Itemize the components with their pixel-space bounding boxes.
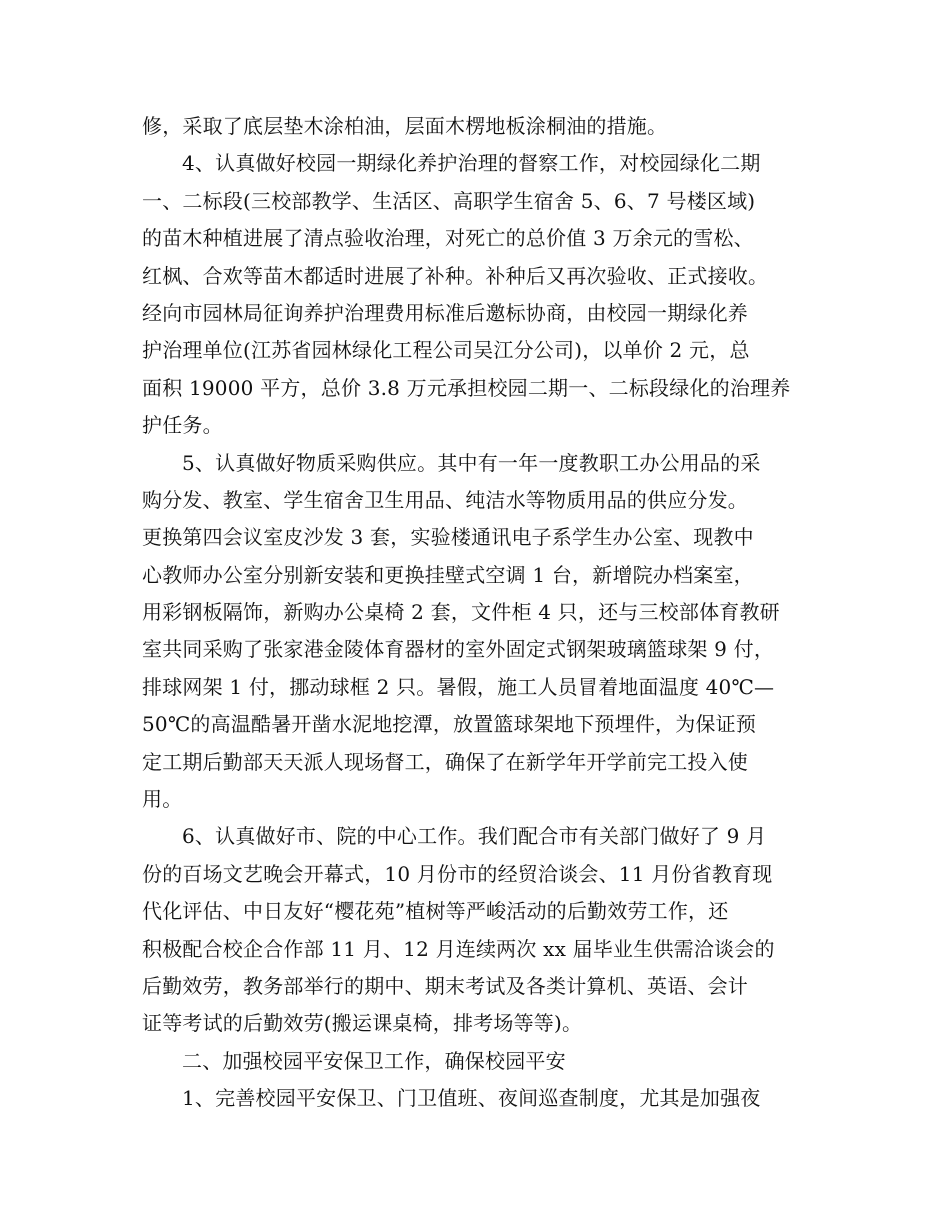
- text-line: 代化评估、中日友好“樱花苑”植树等严峻活动的后勤效劳工作，还: [142, 899, 729, 924]
- text-line: 50℃的高温酷暑开凿水泥地挖潭，放置篮球架地下预埋件，为保证预: [142, 712, 757, 737]
- text-line: 购分发、教室、学生宿舍卫生用品、纯洁水等物质用品的供应分发。: [142, 487, 748, 512]
- text-line: 经向市园林局征询养护治理费用标准后邀标协商，由校园一期绿化养: [142, 300, 748, 325]
- text-line: 排球网架 1 付，挪动球框 2 只。暑假，施工人员冒着地面温度 40℃—: [142, 674, 775, 699]
- text-line: 定工期后勤部天天派人现场督工，确保了在新学年开学前完工投入使: [142, 749, 748, 774]
- text-line: 心教师办公室分别新安装和更换挂壁式空调 1 台，新增院办档案室，: [142, 562, 754, 587]
- text-line: 面积 19000 平方，总价 3.8 万元承担校园二期一、二标段绿化的治理养: [142, 375, 791, 400]
- text-line: 红枫、合欢等苗木都适时进展了补种。补种后又再次验收、正式接收。: [142, 263, 769, 288]
- text-line: 的苗木种植进展了清点验收治理，对死亡的总价值 3 万余元的雪松、: [142, 226, 754, 251]
- text-line: 6、认真做好市、院的中心工作。我们配合市有关部门做好了 9 月: [182, 824, 767, 849]
- text-line: 用。: [142, 787, 183, 812]
- document-page: [142, 108, 822, 1118]
- text-line: 更换第四会议室皮沙发 3 套，实验楼通讯电子系学生办公室、现教中: [142, 525, 754, 550]
- text-line: 修，采取了底层垫木涂柏油，层面木楞地板涂桐油的措施。: [142, 114, 668, 138]
- text-line: 证等考试的后勤效劳(搬运课桌椅，排考场等等)。: [142, 1011, 583, 1036]
- text-line: 二、加强校园平安保卫工作，确保校园平安: [182, 1048, 566, 1073]
- text-line: 护任务。: [142, 413, 223, 438]
- text-line: 用彩钢板隔饰，新购办公桌椅 2 套，文件柜 4 只，还与三校部体育教研: [142, 600, 780, 625]
- text-line: 积极配合校企合作部 11 月、12 月连续两次 xx 届毕业生供需洽谈会的: [142, 936, 775, 961]
- text-line: 5、认真做好物质采购供应。其中有一年一度教职工办公用品的采: [182, 450, 761, 475]
- text-line: 一、二标段(三校部教学、生活区、高职学生宿舍 5、6、7 号楼区域): [142, 188, 756, 213]
- text-line: 护治理单位(江苏省园林绿化工程公司吴江分公司)，以单价 2 元，总: [142, 338, 750, 363]
- text-line: 份的百场文艺晚会开幕式，10 月份市的经贸洽谈会、11 月份省教育现: [142, 861, 773, 886]
- text-line: 4、认真做好校园一期绿化养护治理的督察工作，对校园绿化二期: [182, 151, 761, 176]
- text-line: 室共同采购了张家港金陵体育器材的室外固定式钢架玻璃篮球架 9 付，: [142, 637, 775, 662]
- text-line: 1、完善校园平安保卫、门卫值班、夜间巡查制度，尤其是加强夜: [182, 1086, 761, 1111]
- text-line: 后勤效劳，教务部举行的期中、期末考试及各类计算机、英语、会计: [142, 973, 748, 998]
